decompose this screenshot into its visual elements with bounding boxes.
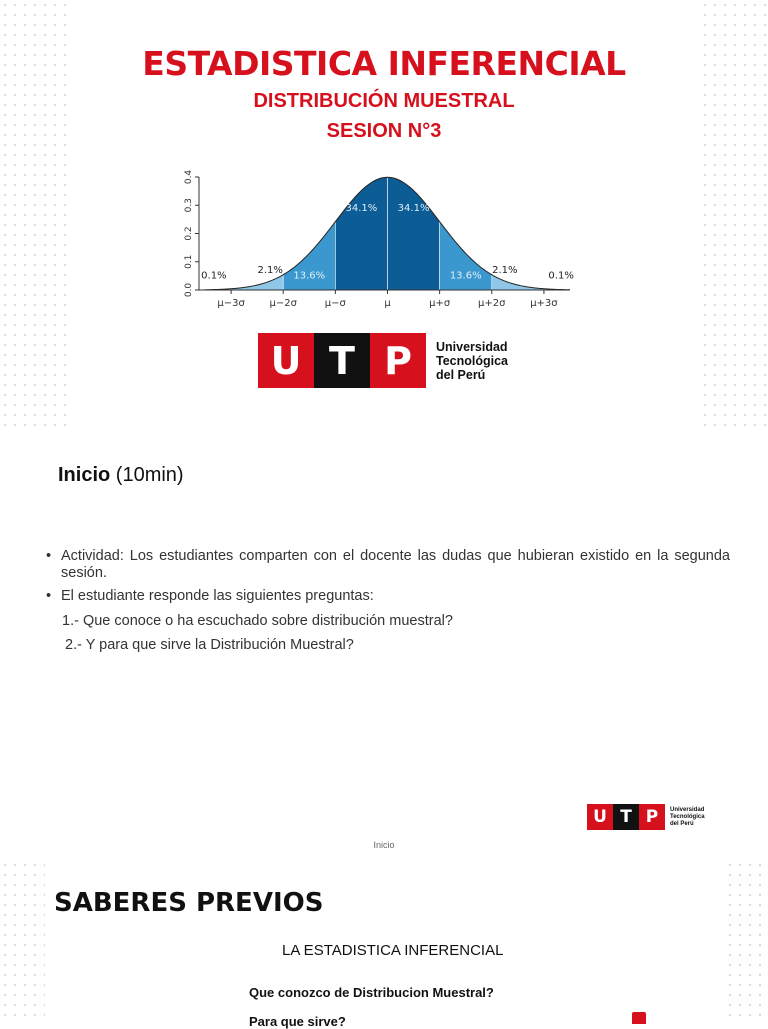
question-2: 2.- Y para que sirve la Distribución Muestral? [65, 637, 354, 653]
region-label-5: 2.1% [492, 265, 518, 277]
logo-small-line-1: Universidad [670, 806, 705, 813]
logo-letter-p: P [370, 333, 426, 388]
subtitle: DISTRIBUCIÓN MUESTRAL [253, 90, 515, 112]
logo-letter-u: U [258, 333, 314, 388]
logo-small-letter-u: U [587, 804, 613, 830]
region-label-4: 13.6% [449, 270, 482, 282]
inicio-heading [58, 464, 184, 487]
inicio-bold: Inicio [58, 464, 111, 486]
dot-pattern-left-3 [0, 860, 45, 1024]
logo-line-1: Universidad [436, 339, 508, 354]
list-item [46, 588, 730, 605]
tail-label-right: 0.1% [548, 270, 574, 282]
session-label: SESION N°3 [326, 120, 442, 142]
main-title: ESTADISTICA INFERENCIAL [142, 44, 626, 83]
region-label-1: 13.6% [293, 270, 326, 282]
y-tick-label-1: 0.1 [184, 254, 194, 269]
region-area-2 [335, 177, 387, 290]
region-area-3 [388, 177, 440, 290]
y-tick-label-4: 0.4 [184, 169, 194, 185]
utp-logo-large [258, 333, 508, 388]
list-item [46, 548, 730, 582]
activity-list [46, 548, 730, 611]
dot-pattern-right-3 [725, 860, 768, 1024]
saberes-heading: SABERES PREVIOS [54, 888, 324, 918]
logo-line-3: del Perú [436, 367, 486, 382]
question-1: 1.- Que conoce o ha escuchado sobre distribución muestral? [62, 613, 453, 629]
x-tick-label-1: μ−2σ [269, 298, 297, 309]
bullet-text-2: El estudiante responde las siguientes preguntas: [61, 588, 374, 604]
logo-small-line-2: Tecnológica [670, 813, 705, 820]
logo-line-2: Tecnológica [436, 353, 509, 368]
slide-footer: Inicio [373, 840, 395, 850]
logo-small-letter-t: T [613, 804, 639, 830]
bullet-icon: • [46, 548, 52, 564]
logo-small-line-3: del Perú [670, 820, 694, 827]
logo-small-letter-p: P [639, 804, 665, 830]
normal-distribution-chart [165, 165, 585, 315]
x-tick-label-2: μ−σ [324, 298, 346, 309]
logo-letter-t: T [314, 333, 370, 388]
logo-small-text [670, 807, 705, 828]
saberes-question-1: Que conozco de Distribucion Muestral? [249, 985, 494, 1000]
y-tick-label-0: 0.0 [184, 282, 194, 298]
region-label-2: 34.1% [345, 202, 378, 214]
x-tick-label-3: μ [384, 298, 391, 309]
saberes-subheading: LA ESTADISTICA INFERENCIAL [282, 942, 504, 959]
slide-title [0, 0, 768, 430]
tail-label-left: 0.1% [201, 270, 227, 282]
x-tick-label-0: μ−3σ [217, 298, 245, 309]
bullet-icon: • [46, 588, 52, 604]
inicio-duration: (10min) [110, 464, 184, 486]
x-tick-label-4: μ+σ [429, 298, 451, 309]
region-label-3: 34.1% [397, 202, 430, 214]
region-label-0: 2.1% [257, 265, 283, 277]
x-tick-label-6: μ+3σ [530, 298, 558, 309]
y-tick-label-3: 0.3 [184, 198, 194, 213]
x-tick-label-5: μ+2σ [478, 298, 506, 309]
decorative-red-shape [632, 1012, 646, 1024]
y-tick-label-2: 0.2 [184, 226, 194, 241]
bullet-text-1: Actividad: Los estudiantes comparten con el docente las dudas que hubieran existido en la segunda sesión. [61, 548, 730, 581]
saberes-question-2: Para que sirve? [249, 1014, 346, 1029]
utp-logo-small [587, 804, 705, 830]
logo-text [436, 340, 508, 382]
